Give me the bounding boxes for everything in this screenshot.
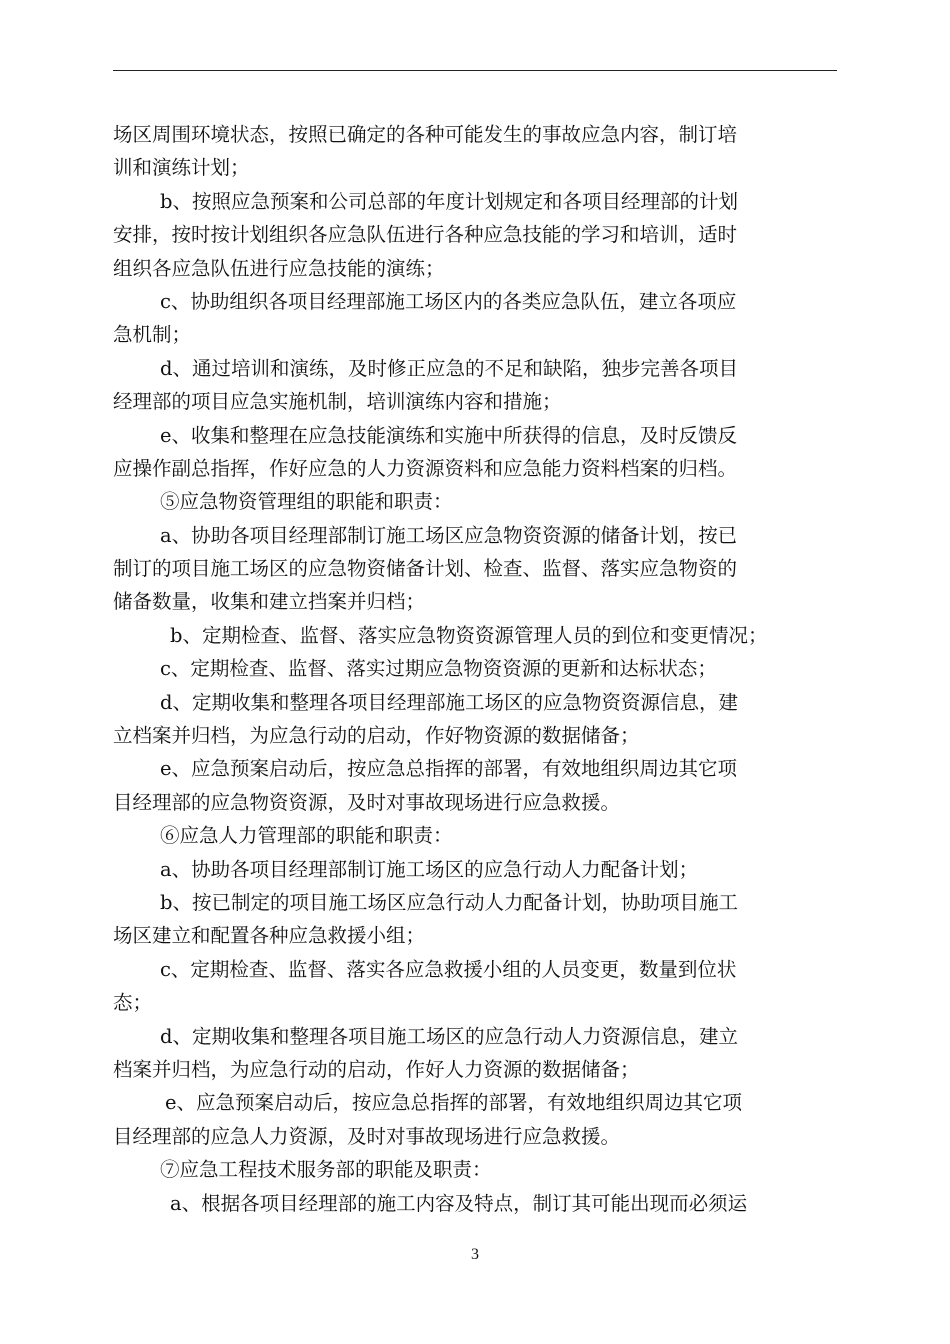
- text-line: e、应急预案启动后，按应急总指挥的部署，有效地组织周边其它项: [160, 757, 738, 781]
- text-line: 安排，按时按计划组织各应急队伍进行各种应急技能的学习和培训，适时: [113, 223, 738, 247]
- header-rule: [113, 70, 837, 71]
- text-line: 目经理部的应急物资资源，及时对事故现场进行应急救援。: [113, 790, 621, 814]
- text-line: 场区建立和配置各种应急救援小组；: [113, 924, 426, 948]
- text-line: e、应急预案启动后，按应急总指挥的部署，有效地组织周边其它项: [165, 1091, 743, 1115]
- page-number: 3: [471, 1246, 479, 1263]
- text-line: b、定期检查、监督、落实应急物资资源管理人员的到位和变更情况；: [170, 623, 768, 647]
- document-body: [113, 118, 837, 1220]
- text-line: 经理部的项目应急实施机制，培训演练内容和措施；: [113, 390, 562, 414]
- text-line: a、协助各项目经理部制订施工场区的应急行动人力配备计划；: [160, 857, 699, 881]
- text-line: 储备数量，收集和建立挡案并归档；: [113, 590, 426, 614]
- text-line: c、协助组织各项目经理部施工场区内的各类应急队伍，建立各项应: [160, 289, 737, 313]
- text-line: ⑤应急物资管理组的职能和职责：: [160, 490, 453, 514]
- text-line: b、按照应急预案和公司总部的年度计划规定和各项目经理部的计划: [160, 189, 738, 213]
- text-line: 立档案并归档，为应急行动的启动，作好物资源的数据储备；: [113, 724, 640, 748]
- text-line: 档案并归档，为应急行动的启动，作好人力资源的数据储备；: [113, 1057, 640, 1081]
- text-line: b、按已制定的项目施工场区应急行动人力配备计划，协助项目施工: [160, 890, 738, 914]
- text-line: 急机制；: [113, 323, 192, 347]
- text-line: 组织各应急队伍进行应急技能的演练；: [113, 256, 445, 280]
- text-line: a、协助各项目经理部制订施工场区应急物资资源的储备计划，按已: [160, 523, 738, 547]
- text-line: d、通过培训和演练，及时修正应急的不足和缺陷，独步完善各项目: [160, 356, 738, 380]
- text-line: ⑦应急工程技术服务部的职能及职责：: [160, 1158, 492, 1182]
- text-line: d、定期收集和整理各项目经理部施工场区的应急物资资源信息，建: [160, 690, 738, 714]
- text-line: c、定期检查、监督、落实过期应急物资资源的更新和达标状态；: [160, 657, 717, 681]
- text-line: ⑥应急人力管理部的职能和职责：: [160, 824, 453, 848]
- text-line: 制订的项目施工场区的应急物资储备计划、检查、监督、落实应急物资的: [113, 557, 738, 581]
- text-line: 训和演练计划；: [113, 156, 250, 180]
- text-line: e、收集和整理在应急技能演练和实施中所获得的信息，及时反馈反: [160, 423, 738, 447]
- text-line: c、定期检查、监督、落实各应急救援小组的人员变更，数量到位状: [160, 957, 737, 981]
- text-line: 态；: [113, 991, 153, 1015]
- text-line: 应操作副总指挥，作好应急的人力资源资料和应急能力资料档案的归档。: [113, 456, 738, 480]
- text-line: d、定期收集和整理各项目施工场区的应急行动人力资源信息，建立: [160, 1024, 738, 1048]
- text-line: 场区周围环境状态，按照已确定的各种可能发生的事故应急内容，制订培: [113, 123, 738, 146]
- text-line: a、根据各项目经理部的施工内容及特点，制订其可能出现而必须运: [170, 1191, 748, 1215]
- text-line: 目经理部的应急人力资源，及时对事故现场进行应急救援。: [113, 1124, 621, 1148]
